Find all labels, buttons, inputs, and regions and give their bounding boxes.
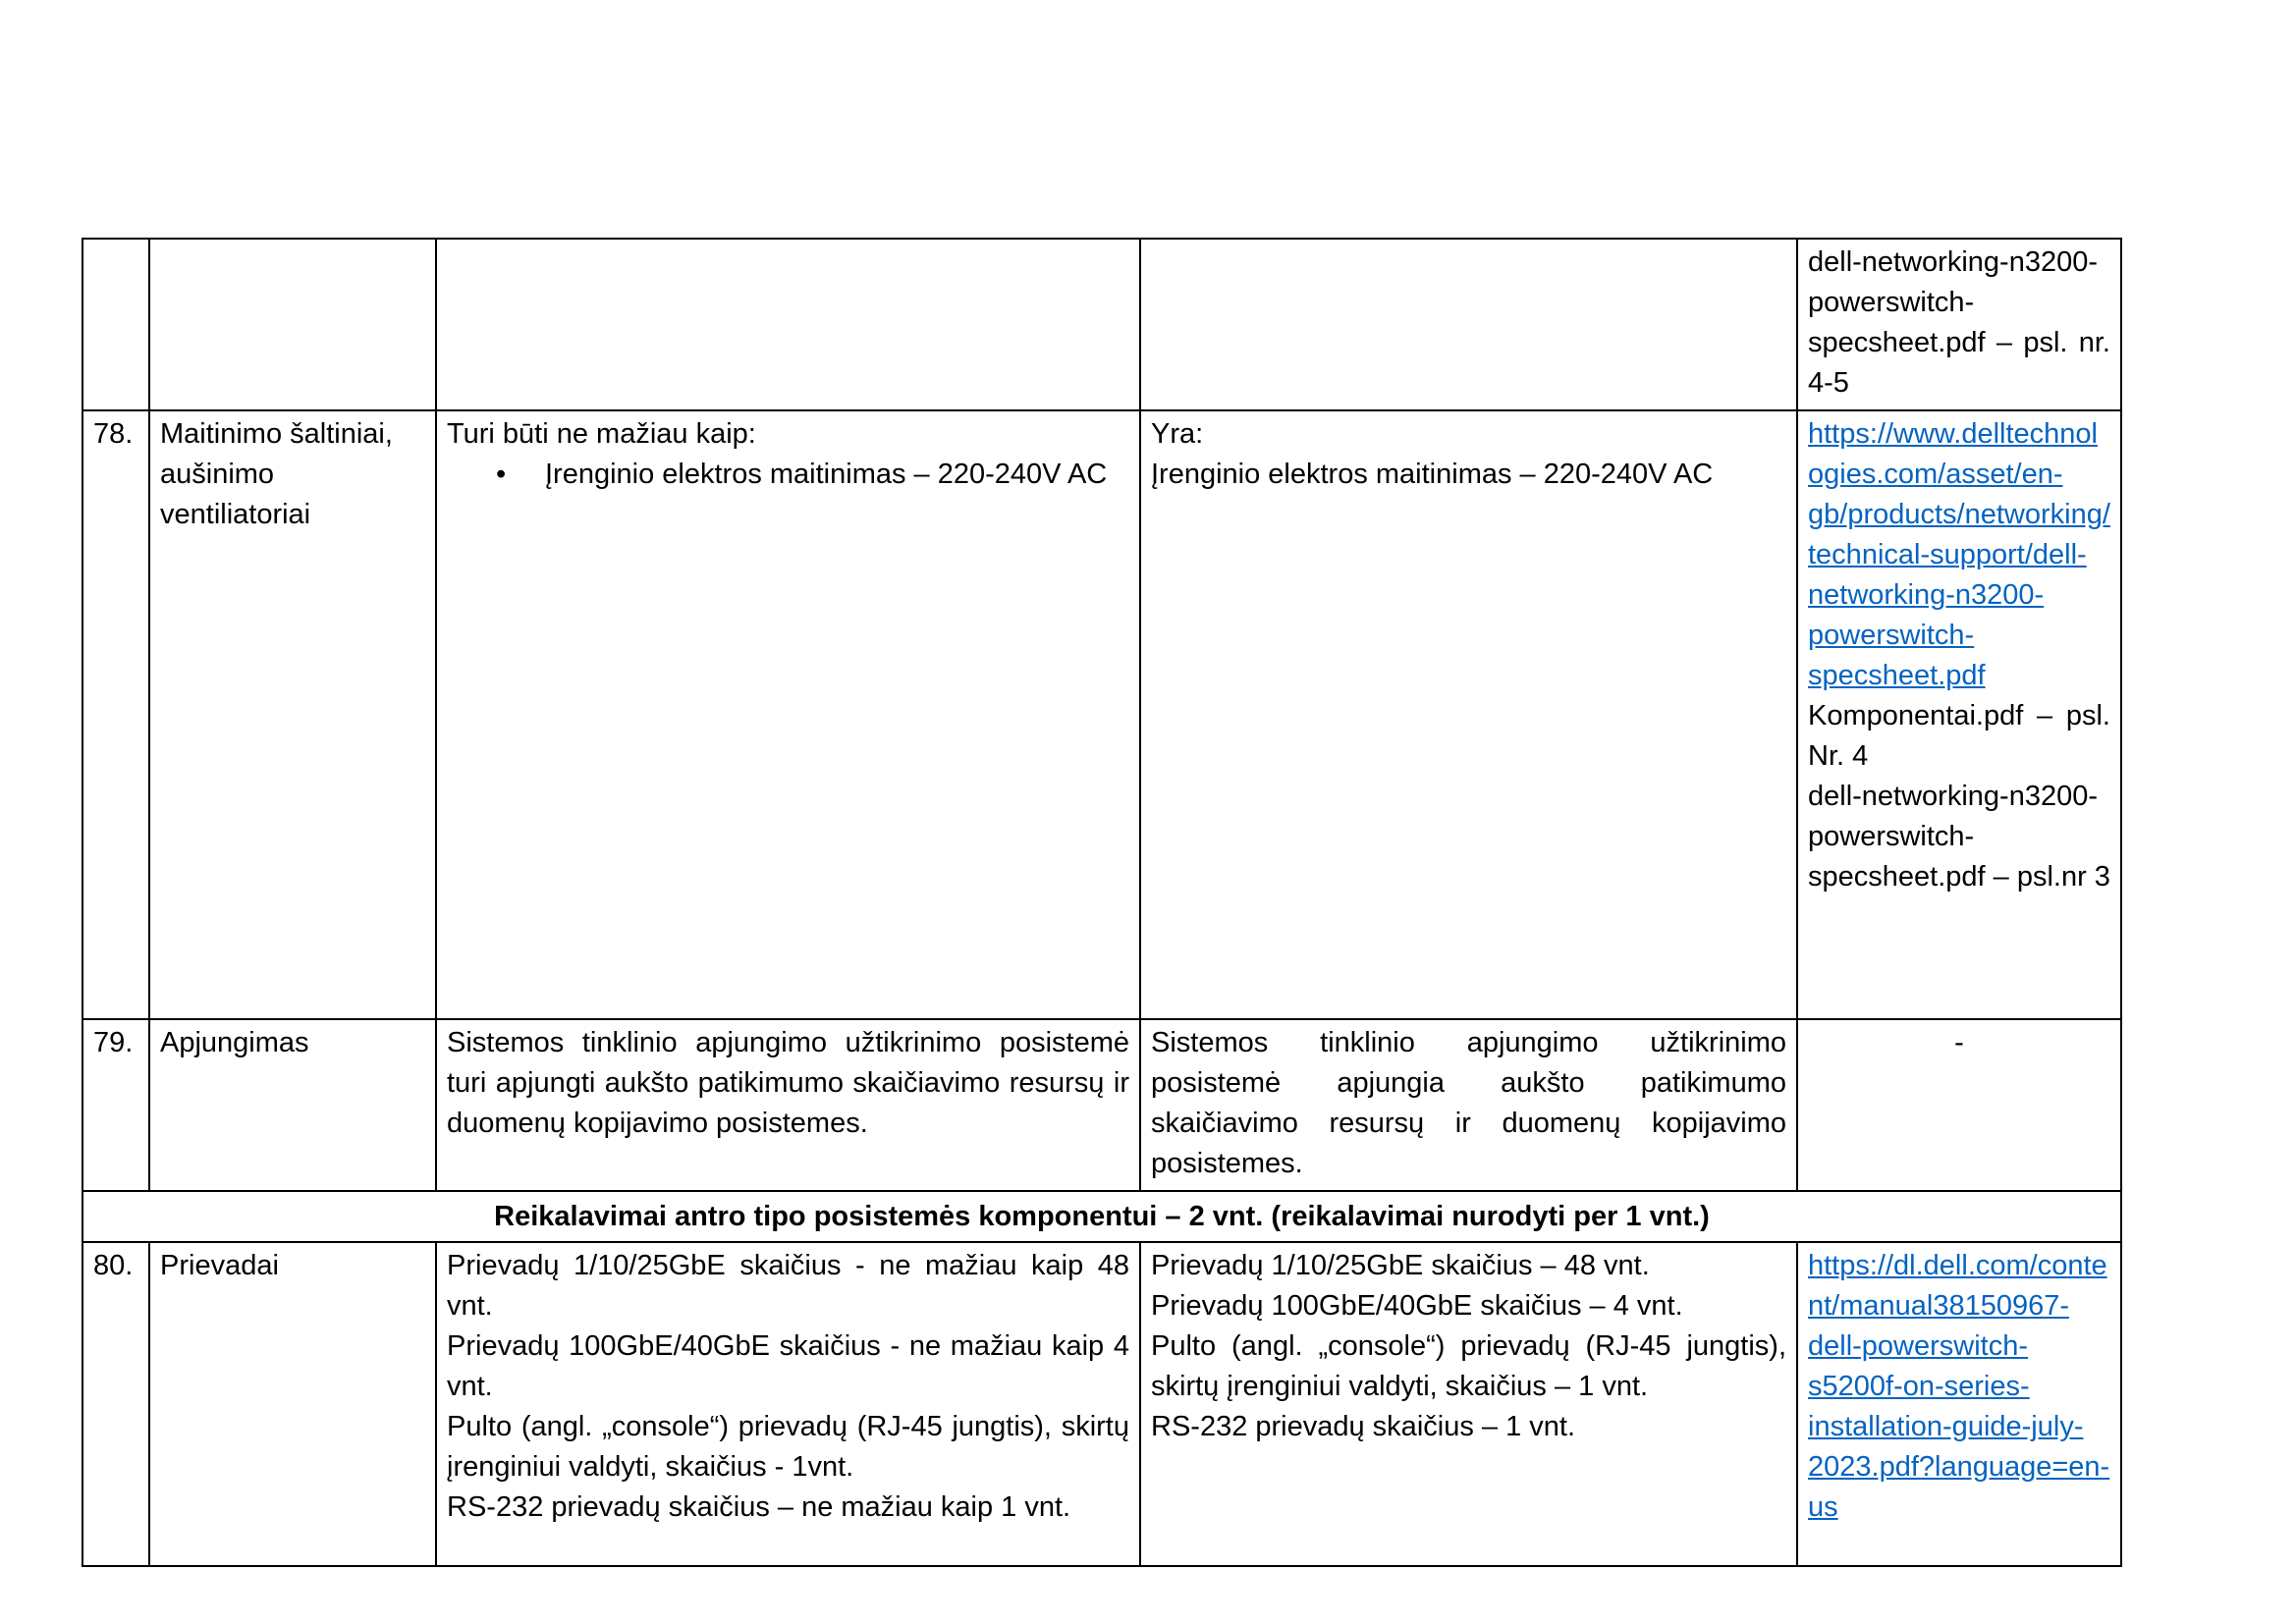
requirement-line: Pulto (angl. „console“) prievadų (RJ-45 jungtis), skirtų įrenginiui valdyti, skaičius - 1vnt. [447,1411,1129,1483]
cell-continuation-requirement [436,239,1140,410]
component-name: Apjungimas [160,1027,309,1058]
requirement-intro: Turi būti ne mažiau kaip: [447,418,756,450]
requirement-line: Prievadų 1/10/25GbE skaičius - ne mažiau kaip 48 vnt. [447,1250,1129,1322]
section-header-text: Reikalavimai antro tipo posistemės komponentui – 2 vnt. (reikalavimai nurodyti per 1 vnt.) [494,1200,1710,1232]
requirement-bullet: • Įrenginio elektros maitinimas – 220-240V AC [447,455,1129,495]
cell-response [1140,1019,1797,1191]
response-line: RS-232 prievadų skaičius – 1 vnt. [1151,1411,1575,1442]
cell-component-name [149,1242,436,1566]
cell-continuation-reference [1797,239,2121,410]
component-name: Prievadai [160,1250,279,1281]
table-row-78 [82,410,2121,1019]
cell-continuation-name [149,239,436,410]
cell-row-number [82,1242,149,1566]
component-name: Maitinimo šaltiniai, aušinimo ventiliatoriai [160,418,393,530]
cell-row-number [82,410,149,1019]
requirement-line: RS-232 prievadų skaičius – ne mažiau kaip 1 vnt. [447,1491,1071,1523]
response-text: Sistemos tinklinio apjungimo užtikrinimo posistemė apjungia aukšto patikimumo skaičiavimo resursų ir duomenų kopijavimo posistemes. [1151,1027,1786,1179]
reference-link[interactable]: https://dl.dell.com/content/manual38150967-dell-powerswitch-s5200f-on-series-installation-guide-july-2023.pdf?language=en-us [1808,1250,2110,1523]
table-row-80 [82,1242,2121,1566]
response-line: Prievadų 100GbE/40GbE skaičius – 4 vnt. [1151,1290,1683,1322]
response-label: Yra: [1151,418,1204,450]
cell-section-header [82,1191,2121,1242]
row-number: 79. [93,1027,134,1058]
response-line: Pulto (angl. „console“) prievadų (RJ-45 jungtis), skirtų įrenginiui valdyti, skaičius – 1 vnt. [1151,1330,1786,1402]
cell-component-name [149,410,436,1019]
cell-response [1140,1242,1797,1566]
reference-link[interactable]: https://www.delltechnologies.com/asset/en-gb/products/networking/technical-support/dell-networking-n3200-powerswitch-specsheet.pdf [1808,418,2110,691]
requirement-line: Prievadų 100GbE/40GbE skaičius - ne mažiau kaip 4 vnt. [447,1330,1129,1402]
cell-requirement [436,1242,1140,1566]
reference-text: Komponentai.pdf – psl. Nr. 4 [1808,700,2110,772]
table-row-continuation [82,239,2121,410]
cell-continuation-response [1140,239,1797,410]
requirements-table [82,238,2122,1567]
reference-text: dell-networking-n3200-powerswitch-specsheet.pdf – psl.nr 3 [1808,781,2110,893]
cell-response [1140,410,1797,1019]
table-section-header-row [82,1191,2121,1242]
requirement-text: Sistemos tinklinio apjungimo užtikrinimo posistemė turi apjungti aukšto patikimumo skaičiavimo resursų ir duomenų kopijavimo posistemes. [447,1027,1129,1139]
row-number: 78. [93,418,134,450]
cell-component-name [149,1019,436,1191]
reference-dash: - [1954,1027,1964,1058]
response-line: Prievadų 1/10/25GbE skaičius – 48 vnt. [1151,1250,1650,1281]
cell-reference [1797,410,2121,1019]
cell-reference [1797,1019,2121,1191]
cell-requirement [436,1019,1140,1191]
table-row-79 [82,1019,2121,1191]
cell-row-number [82,1019,149,1191]
cell-reference [1797,1242,2121,1566]
response-text: Įrenginio elektros maitinimas – 220-240V AC [1151,459,1714,490]
cell-requirement [436,410,1140,1019]
row-number: 80. [93,1250,134,1281]
reference-text: dell-networking-n3200-powerswitch-specsheet.pdf – psl. nr. 4-5 [1808,246,2110,399]
cell-continuation-num [82,239,149,410]
